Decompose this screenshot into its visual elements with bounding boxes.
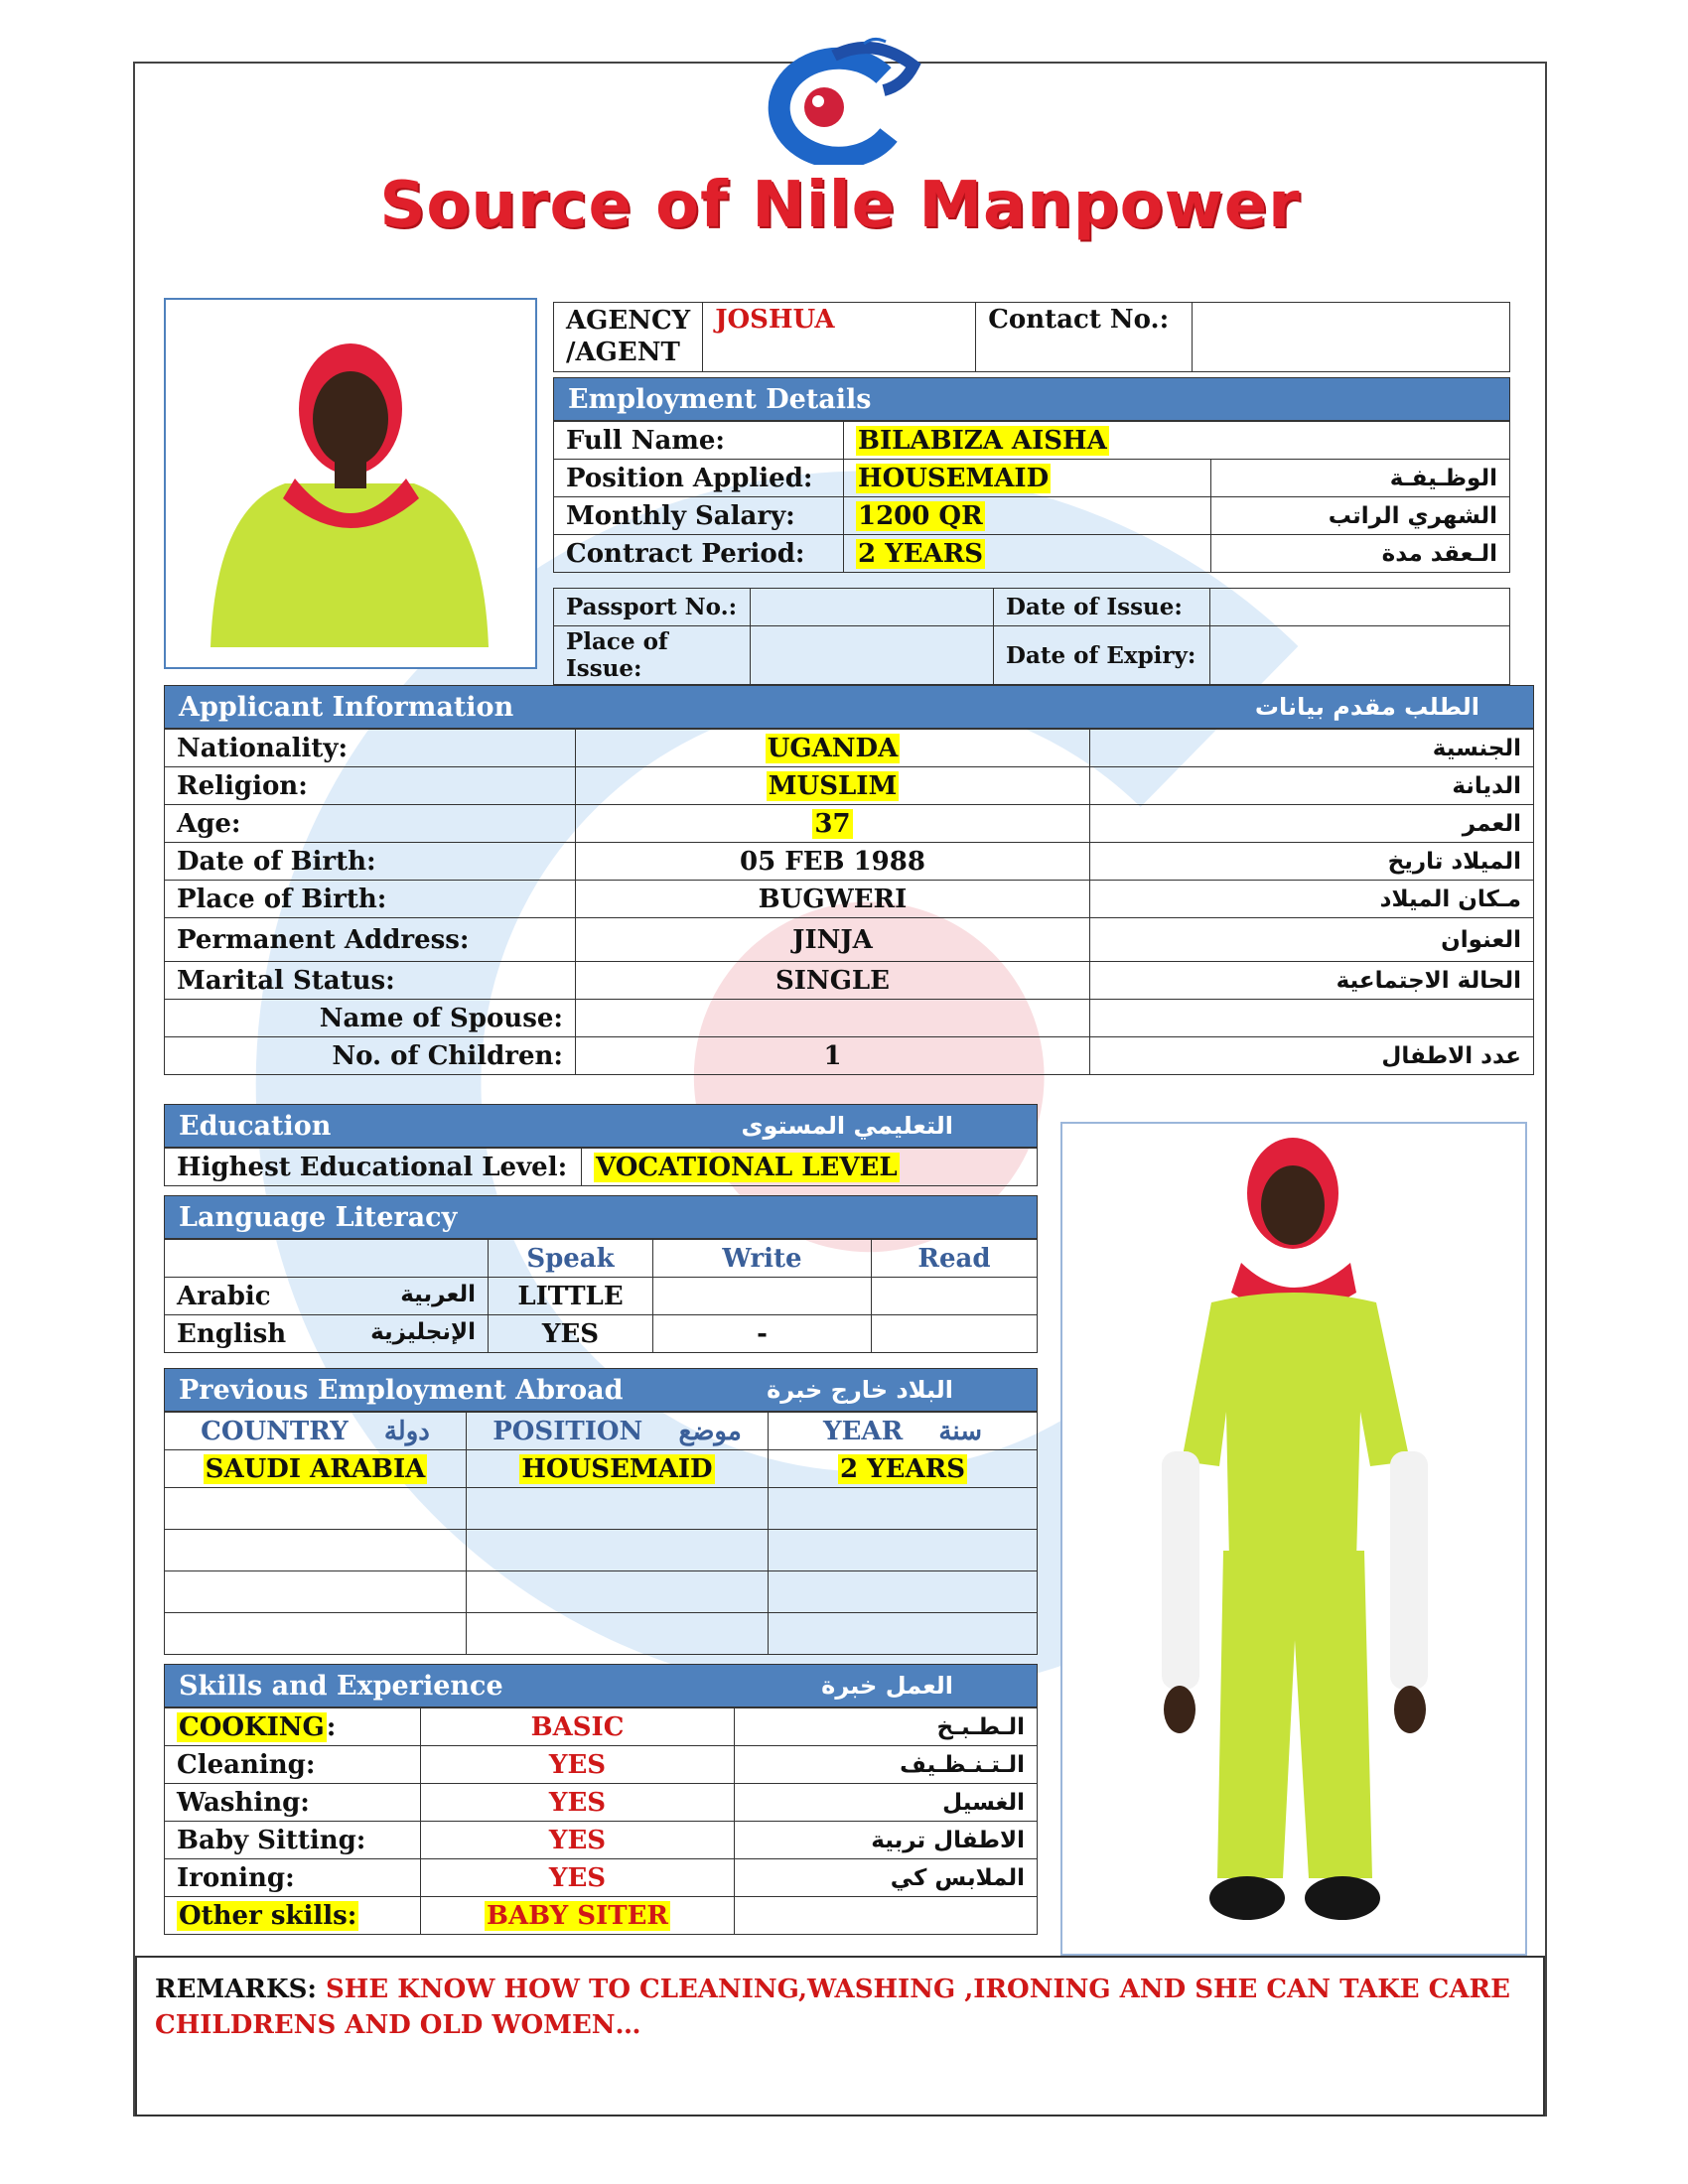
full-name-label: Full Name: (554, 422, 844, 460)
position-applied-ar: الوظـيفـة (1211, 460, 1510, 497)
year-header-ar: سنة (938, 1416, 982, 1446)
arabic-speak: LITTLE (489, 1278, 653, 1315)
baby-sitting-value: YES (421, 1822, 735, 1859)
language-section (164, 1195, 1038, 1353)
monthly-salary-label: Monthly Salary: (554, 497, 844, 535)
ironing-value: YES (421, 1859, 735, 1897)
english-read (872, 1315, 1038, 1353)
english-speak: YES (489, 1315, 653, 1353)
address-ar: العنوان (1090, 918, 1534, 962)
position-header-en: POSITION (492, 1416, 643, 1446)
country-header (165, 1413, 467, 1450)
washing-label: Washing: (165, 1784, 421, 1822)
applicant-section (164, 685, 1534, 1075)
agency-value: JOSHUA (703, 303, 976, 372)
prev-position-value: HOUSEMAID (521, 1453, 713, 1484)
place-issue-label: Place of Issue: (554, 626, 751, 685)
english-label-ar: الإنجليزية (370, 1318, 476, 1345)
education-level-value: VOCATIONAL LEVEL (596, 1152, 898, 1182)
skills-section (164, 1664, 1038, 1935)
cooking-label-cell (165, 1708, 421, 1746)
birthplace-ar: مـكان الميلاد (1090, 881, 1534, 918)
person-full-body-image (1062, 1124, 1525, 1954)
children-ar: عدد الاطفال (1090, 1037, 1534, 1075)
arabic-row-label (165, 1278, 489, 1315)
place-issue-value (751, 626, 994, 685)
previous-employment-section (164, 1368, 1038, 1655)
prev-country-value: SAUDI ARABIA (205, 1453, 426, 1484)
date-issue-label: Date of Issue: (994, 589, 1210, 626)
previous-employment-title-ar: البلاد خارج خبرة (767, 1376, 953, 1404)
contract-period-ar: الـعقد مدة (1211, 535, 1510, 573)
remarks-section (135, 1956, 1545, 2116)
birthplace-label: Place of Birth: (165, 881, 576, 918)
arabic-label: Arabic (177, 1281, 271, 1311)
full-name-value: BILABIZA AISHA (858, 425, 1107, 456)
arabic-write (653, 1278, 872, 1315)
religion-value: MUSLIM (768, 770, 898, 801)
baby-sitting-ar: الاطفال تربية (735, 1822, 1038, 1859)
person-headshot-image (166, 300, 535, 667)
language-title: Language Literacy (179, 1201, 458, 1233)
date-expiry-value (1210, 626, 1510, 685)
country-header-ar: دولة (383, 1416, 430, 1446)
spouse-ar (1090, 1000, 1534, 1037)
education-header (164, 1104, 1038, 1148)
company-name: Source of Nile Manpower (379, 169, 1301, 242)
dob-value: 05 FEB 1988 (576, 843, 1090, 881)
other-skills-value: BABY SITER (487, 1900, 668, 1931)
cooking-label-suffix: : (326, 1711, 337, 1742)
cleaning-label: Cleaning: (165, 1746, 421, 1784)
applicant-header (164, 685, 1534, 729)
washing-ar: الغسيل (735, 1784, 1038, 1822)
marital-value: SINGLE (576, 962, 1090, 1000)
age-value: 37 (814, 808, 851, 839)
country-header-en: COUNTRY (201, 1416, 349, 1446)
contact-label: Contact No.: (976, 303, 1193, 372)
passport-no-value (751, 589, 994, 626)
education-title: Education (179, 1110, 332, 1142)
monthly-salary-ar: الشهري الراتب (1211, 497, 1510, 535)
applicant-title-ar: الطلب مقدم بيانات (1254, 693, 1479, 721)
dob-label: Date of Birth: (165, 843, 576, 881)
cooking-value: BASIC (421, 1708, 735, 1746)
ironing-ar: الملابس كي (735, 1859, 1038, 1897)
birthplace-value: BUGWERI (576, 881, 1090, 918)
agency-label: AGENCY /AGENT (554, 303, 703, 372)
passport-no-label: Passport No.: (554, 589, 751, 626)
other-skills-label: Other skills: (179, 1900, 357, 1931)
monthly-salary-value: 1200 QR (858, 500, 983, 531)
children-label: No. of Children: (165, 1037, 576, 1075)
position-applied-value: HOUSEMAID (858, 463, 1050, 493)
education-level-label: Highest Educational Level: (165, 1149, 582, 1186)
previous-employment-title: Previous Employment Abroad (179, 1374, 624, 1406)
cooking-label: COOKING (179, 1711, 325, 1742)
nationality-value: UGANDA (767, 733, 899, 763)
washing-value: YES (421, 1784, 735, 1822)
dob-ar: الميلاد تاريخ (1090, 843, 1534, 881)
arabic-read (872, 1278, 1038, 1315)
english-label: English (177, 1318, 287, 1349)
cleaning-value: YES (421, 1746, 735, 1784)
age-label: Age: (165, 805, 576, 843)
contact-value (1193, 303, 1510, 372)
education-section (164, 1104, 1038, 1186)
full-body-photo (1060, 1122, 1527, 1956)
remarks-text: SHE KNOW HOW TO CLEANING,WASHING ,IRONING AND SHE CAN TAKE CARE CHILDRENS AND OLD WOMEN… (155, 1975, 1510, 2041)
agency-section (553, 302, 1510, 372)
passport-section (553, 588, 1510, 685)
spouse-value (576, 1000, 1090, 1037)
previous-employment-header (164, 1368, 1038, 1412)
english-write: - (653, 1315, 872, 1353)
language-header (164, 1195, 1038, 1239)
company-logo (715, 36, 953, 165)
address-value: JINJA (576, 918, 1090, 962)
read-header: Read (872, 1240, 1038, 1278)
religion-ar: الديانة (1090, 767, 1534, 805)
position-header-ar: موضع (678, 1416, 742, 1446)
contract-period-value: 2 YEARS (858, 538, 984, 569)
skills-title: Skills and Experience (179, 1670, 503, 1702)
spouse-label: Name of Spouse: (165, 1000, 576, 1037)
employment-header (553, 377, 1510, 421)
marital-label: Marital Status: (165, 962, 576, 1000)
contract-period-label: Contract Period: (554, 535, 844, 573)
date-expiry-label: Date of Expiry: (994, 626, 1210, 685)
religion-label: Religion: (165, 767, 576, 805)
year-header-en: YEAR (823, 1416, 904, 1446)
arabic-label-ar: العربية (400, 1281, 476, 1307)
applicant-title: Applicant Information (179, 691, 514, 723)
speak-header: Speak (489, 1240, 653, 1278)
baby-sitting-label: Baby Sitting: (165, 1822, 421, 1859)
nationality-label: Nationality: (165, 730, 576, 767)
ironing-label: Ironing: (165, 1859, 421, 1897)
skills-header (164, 1664, 1038, 1707)
employment-title: Employment Details (568, 383, 872, 415)
nationality-ar: الجنسية (1090, 730, 1534, 767)
cooking-ar: الـطـبـخ (735, 1708, 1038, 1746)
employment-section (553, 377, 1510, 573)
year-header (769, 1413, 1038, 1450)
education-title-ar: التعليمي المستوى (741, 1112, 953, 1140)
cleaning-ar: الـتـنـظـيف (735, 1746, 1038, 1784)
other-skills-ar (735, 1897, 1038, 1935)
english-row-label (165, 1315, 489, 1353)
headshot-photo (164, 298, 537, 669)
skills-title-ar: العمل خبرة (821, 1672, 953, 1700)
position-applied-label: Position Applied: (554, 460, 844, 497)
prev-year-value: 2 YEARS (839, 1453, 966, 1484)
address-label: Permanent Address: (165, 918, 576, 962)
remarks-label: REMARKS: (155, 1975, 317, 2004)
age-ar: العمر (1090, 805, 1534, 843)
date-issue-value (1210, 589, 1510, 626)
children-value: 1 (576, 1037, 1090, 1075)
marital-ar: الحالة الاجتماعية (1090, 962, 1534, 1000)
position-header (467, 1413, 769, 1450)
write-header: Write (653, 1240, 872, 1278)
